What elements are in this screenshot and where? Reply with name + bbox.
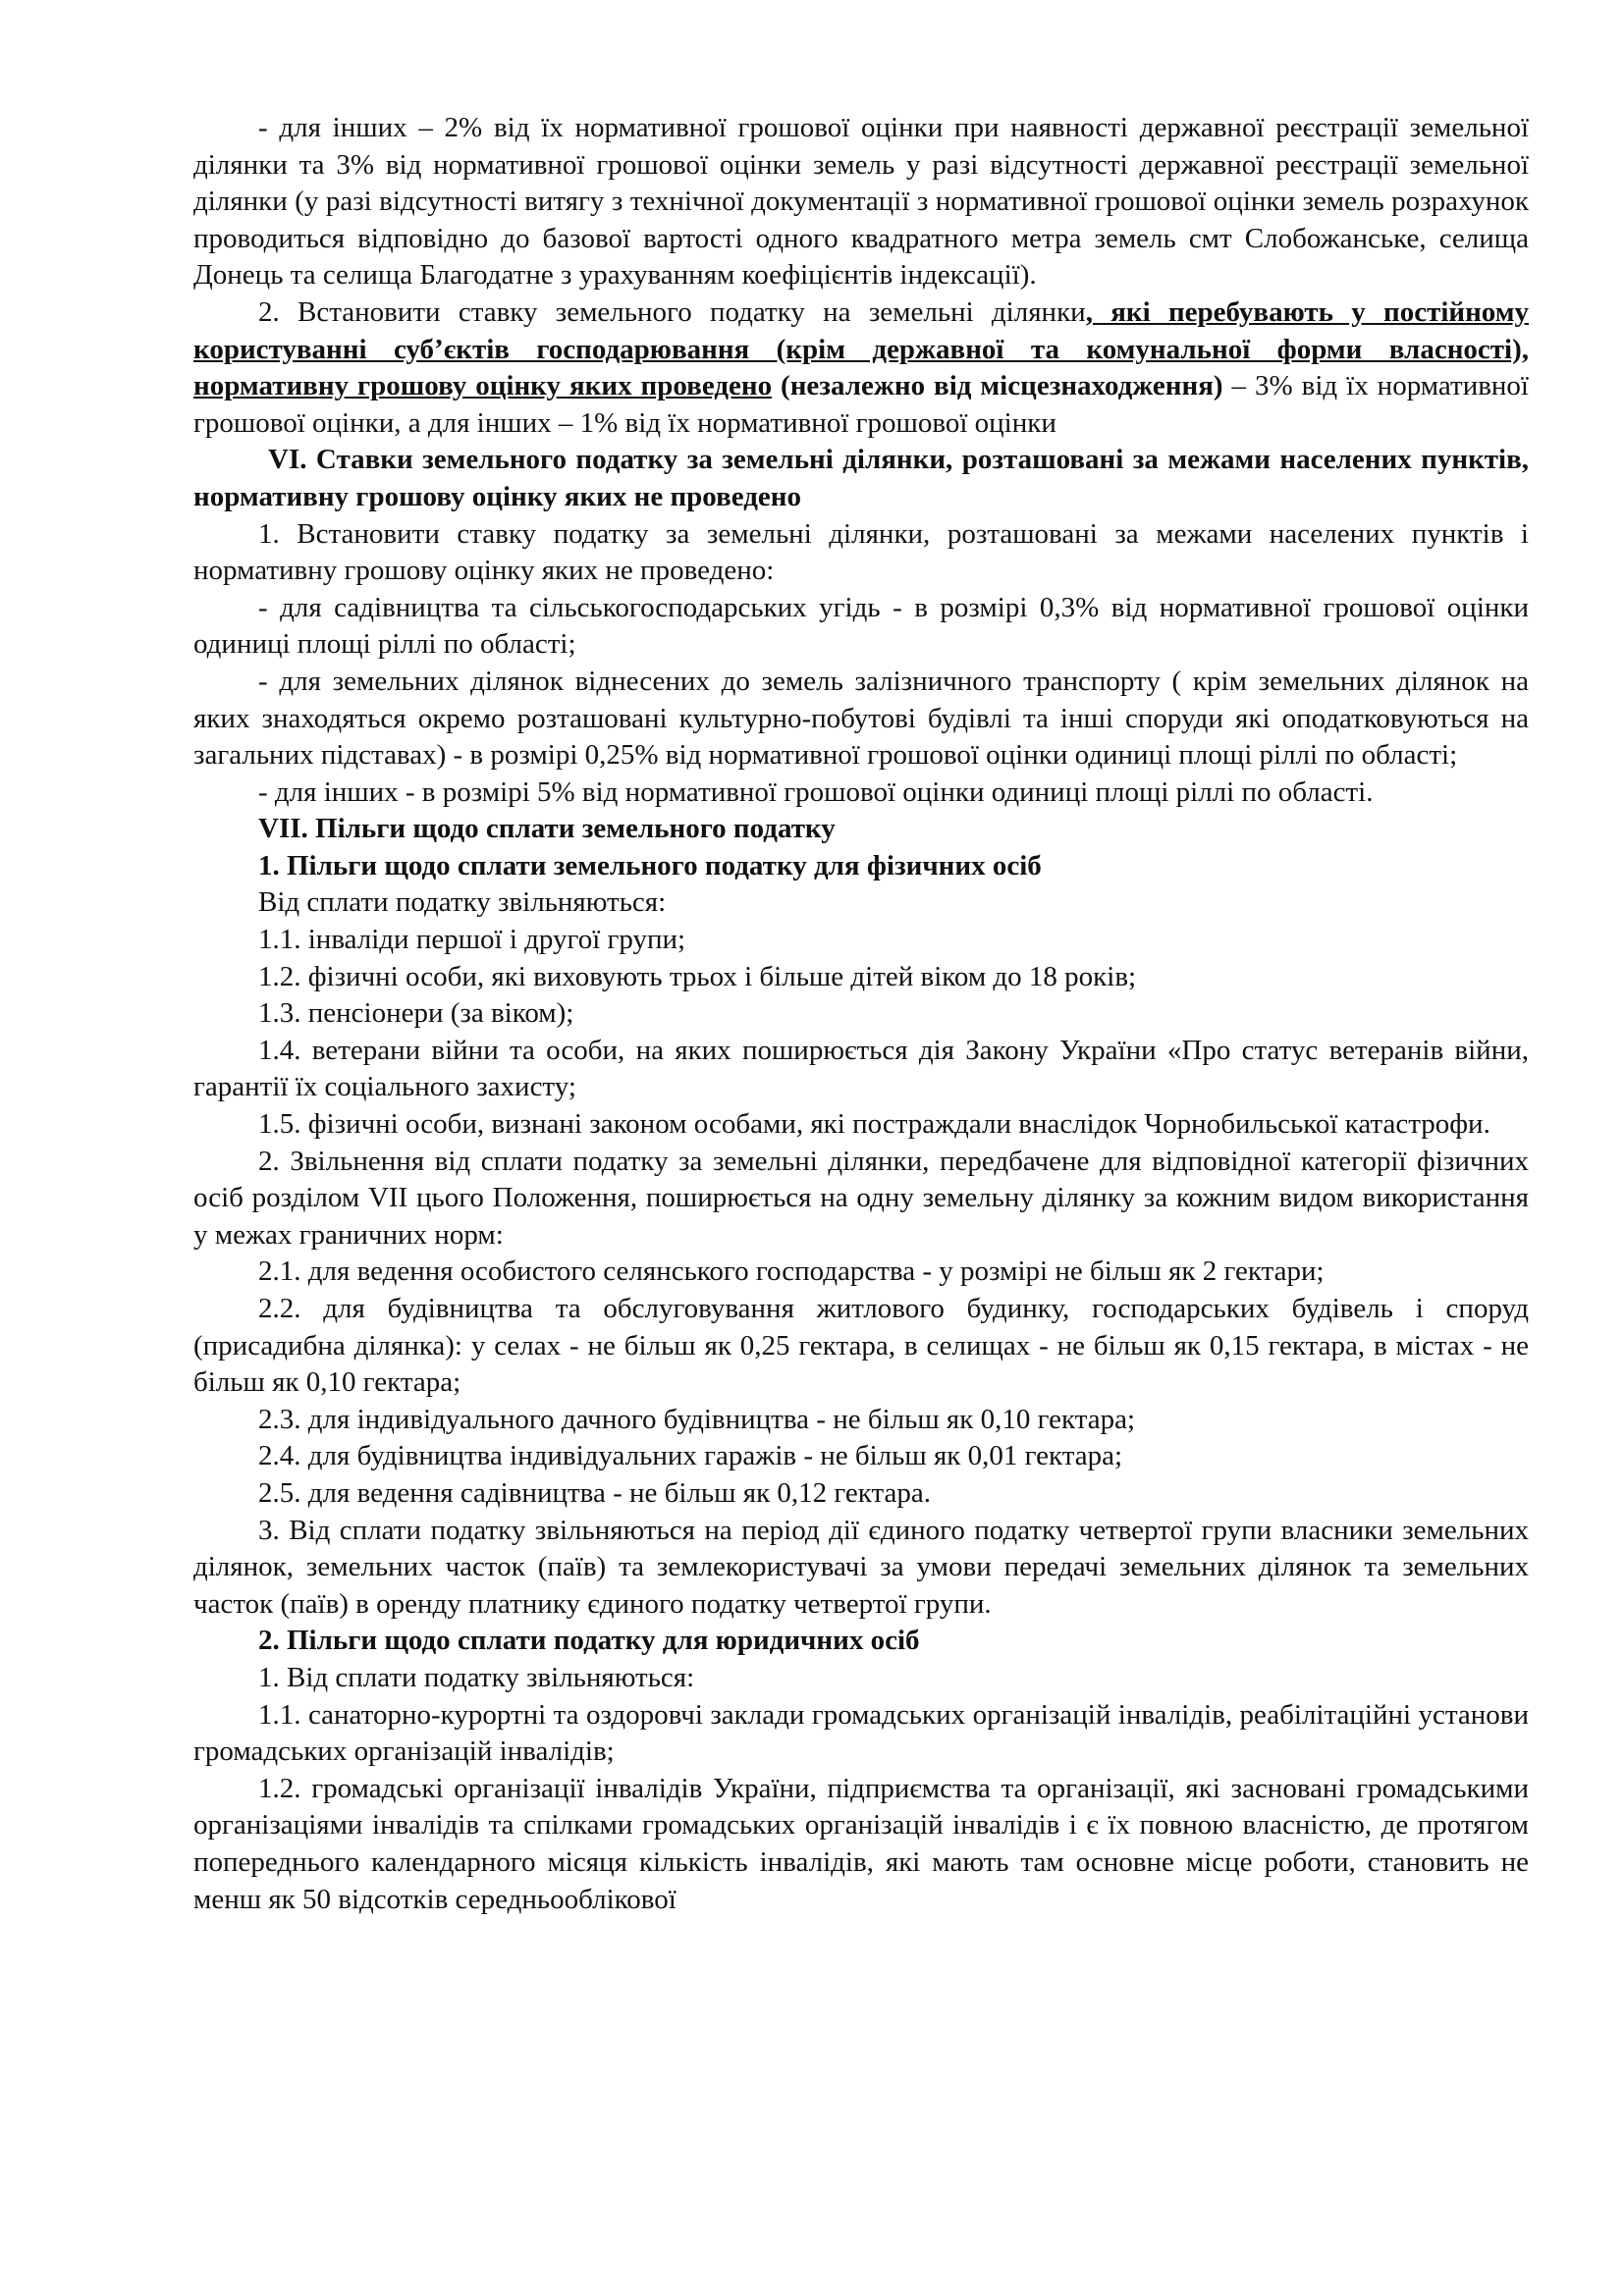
paragraph-single-tax-exemption: 3. Від сплати податку звільняються на період дії єдиного податку четвертої групи власники земельних ділянок, земельних часток (паїв) та землекористувачі за умови передачі земельних ділянок та земельних часток (паїв) в оренду платнику єдиного податку четвертої групи. xyxy=(193,1514,1529,1620)
paragraph-vi-other: - для інших - в розмірі 5% від нормативної грошової оцінки одиниці площі ріллі по області. xyxy=(258,775,1374,808)
paragraph-other-rates: - для інших – 2% від їх нормативної грошової оцінки при наявності державної реєстрації земельної ділянки та 3% від нормативної грошової оцінки земель у разі відсутності державної реєстрації земельної ділянки (у разі відсутності витягу з технічної документації з нормативної грошової оцінки земель розрахунок проводиться відповідно до базової вартості одного квадратного метра земель смт Слобожанське, селища Донець та селища Благодатне з урахуванням коефіцієнтів індексації). xyxy=(193,112,1529,292)
list-item-1-1: 1.1. інваліди першої і другої групи; xyxy=(258,924,686,956)
paragraph-permanent-use-underlined: , які перебувають у постійному користуванні суб’єктів господарювання (крім державної та комунальної форми власності), нормативну грошову оцінку яких проведено xyxy=(193,295,1529,402)
paragraph-permanent-use-start: 2. Встановити ставку земельного податку на земельні ділянки xyxy=(258,295,1086,328)
subsection-heading-legal-entities: 2. Пільги щодо сплати податку для юридичних осіб xyxy=(258,1625,920,1657)
paragraph-permanent-use-bold: (незалежно від місцезнаходження) xyxy=(772,370,1223,402)
list-item-1-3: 1.3. пенсіонери (за віком); xyxy=(258,997,574,1030)
paragraph-permanent-use-rate xyxy=(193,294,1529,442)
list-item-1-4: 1.4. ветерани війни та особи, на яких поширюється дія Закону України «Про статус ветеранів війни, гарантії їх соціального захисту; xyxy=(193,1034,1529,1103)
list-item-1-5: 1.5. фізичні особи, визнані законом особами, які постраждали внаслідок Чорнобильської катастрофи. xyxy=(258,1108,1490,1141)
document-page xyxy=(193,110,1529,1918)
list-item-2-2: 2.2. для будівництва та обслуговування житлового будинку, господарських будівель і споруд (присадибна ділянка): у селах - не більш як 0,25 гектара, в селищах - не більш як 0,15 гектара, в містах - не більш як 0,10 гектара; xyxy=(193,1293,1529,1399)
list-item-2-3: 2.3. для індивідуального дачного будівництва - не більш як 0,10 гектара; xyxy=(258,1403,1136,1435)
paragraph-legal-exempt-intro: 1. Від сплати податку звільняються: xyxy=(258,1661,695,1693)
paragraph-exempt-intro: Від сплати податку звільняються: xyxy=(258,886,667,919)
list-item-legal-1-1: 1.1. санаторно-курортні та оздоровчі заклади громадських організацій інвалідів, реабілітаційні установи громадських організацій інвалідів; xyxy=(193,1698,1529,1768)
paragraph-vi-1: 1. Встановити ставку податку за земельні ділянки, розташовані за межами населених пунктів і нормативну грошову оцінку яких не проведено: xyxy=(193,517,1529,587)
paragraph-vi-gardening: - для садівництва та сільськогосподарських угідь - в розмірі 0,3% від нормативної грошової оцінки одиниці площі ріллі по області; xyxy=(193,591,1529,661)
list-item-legal-1-2: 1.2. громадські організації інвалідів України, підприємства та організації, які засновані громадськими організаціями інвалідів та спілками громадських організацій інвалідів і є їх повною власністю, де протягом попереднього календарного місяця кількість інвалідів, які мають там основне місце роботи, становить не менш як 50 відсотків середньооблікової xyxy=(193,1772,1529,1915)
list-item-1-2: 1.2. фізичні особи, які виховують трьох і більше дітей віком до 18 років; xyxy=(258,960,1137,992)
list-item-2-4: 2.4. для будівництва індивідуальних гаражів - не більш як 0,01 гектара; xyxy=(258,1440,1123,1472)
paragraph-exemption-limits: 2. Звільнення від сплати податку за земельні ділянки, передбачене для відповідної категорії фізичних осіб розділом VII цього Положення, поширюється на одну земельну ділянку за кожним видом використання у межах граничних норм: xyxy=(193,1145,1529,1251)
section-heading-vi: VI. Ставки земельного податку за земельні ділянки, розташовані за межами населених пунктів, нормативну грошову оцінку яких не проведено xyxy=(193,444,1529,512)
list-item-2-5: 2.5. для ведення садівництва - не більш як 0,12 гектара. xyxy=(258,1476,932,1509)
list-item-2-1: 2.1. для ведення особистого селянського господарства - у розмірі не більш як 2 гектари; xyxy=(258,1255,1325,1288)
section-heading-vii: VII. Пільги щодо сплати земельного податку xyxy=(258,813,836,845)
paragraph-vi-railway: - для земельних ділянок віднесених до земель залізничного транспорту ( крім земельних ділянок на яких знаходяться окремо розташовані культурно-побутові будівлі та інші споруди які оподатковуються на загальних підставах) - в розмірі 0,25% від нормативної грошової оцінки одиниці площі ріллі по області; xyxy=(193,665,1529,772)
paragraph-permanent-use-end: – 3% від їх нормативної грошової оцінки, а для інших – 1% від їх нормативної грошової оцінки xyxy=(193,370,1529,439)
subsection-heading-individuals: 1. Пільги щодо сплати земельного податку для фізичних осіб xyxy=(258,849,1042,881)
